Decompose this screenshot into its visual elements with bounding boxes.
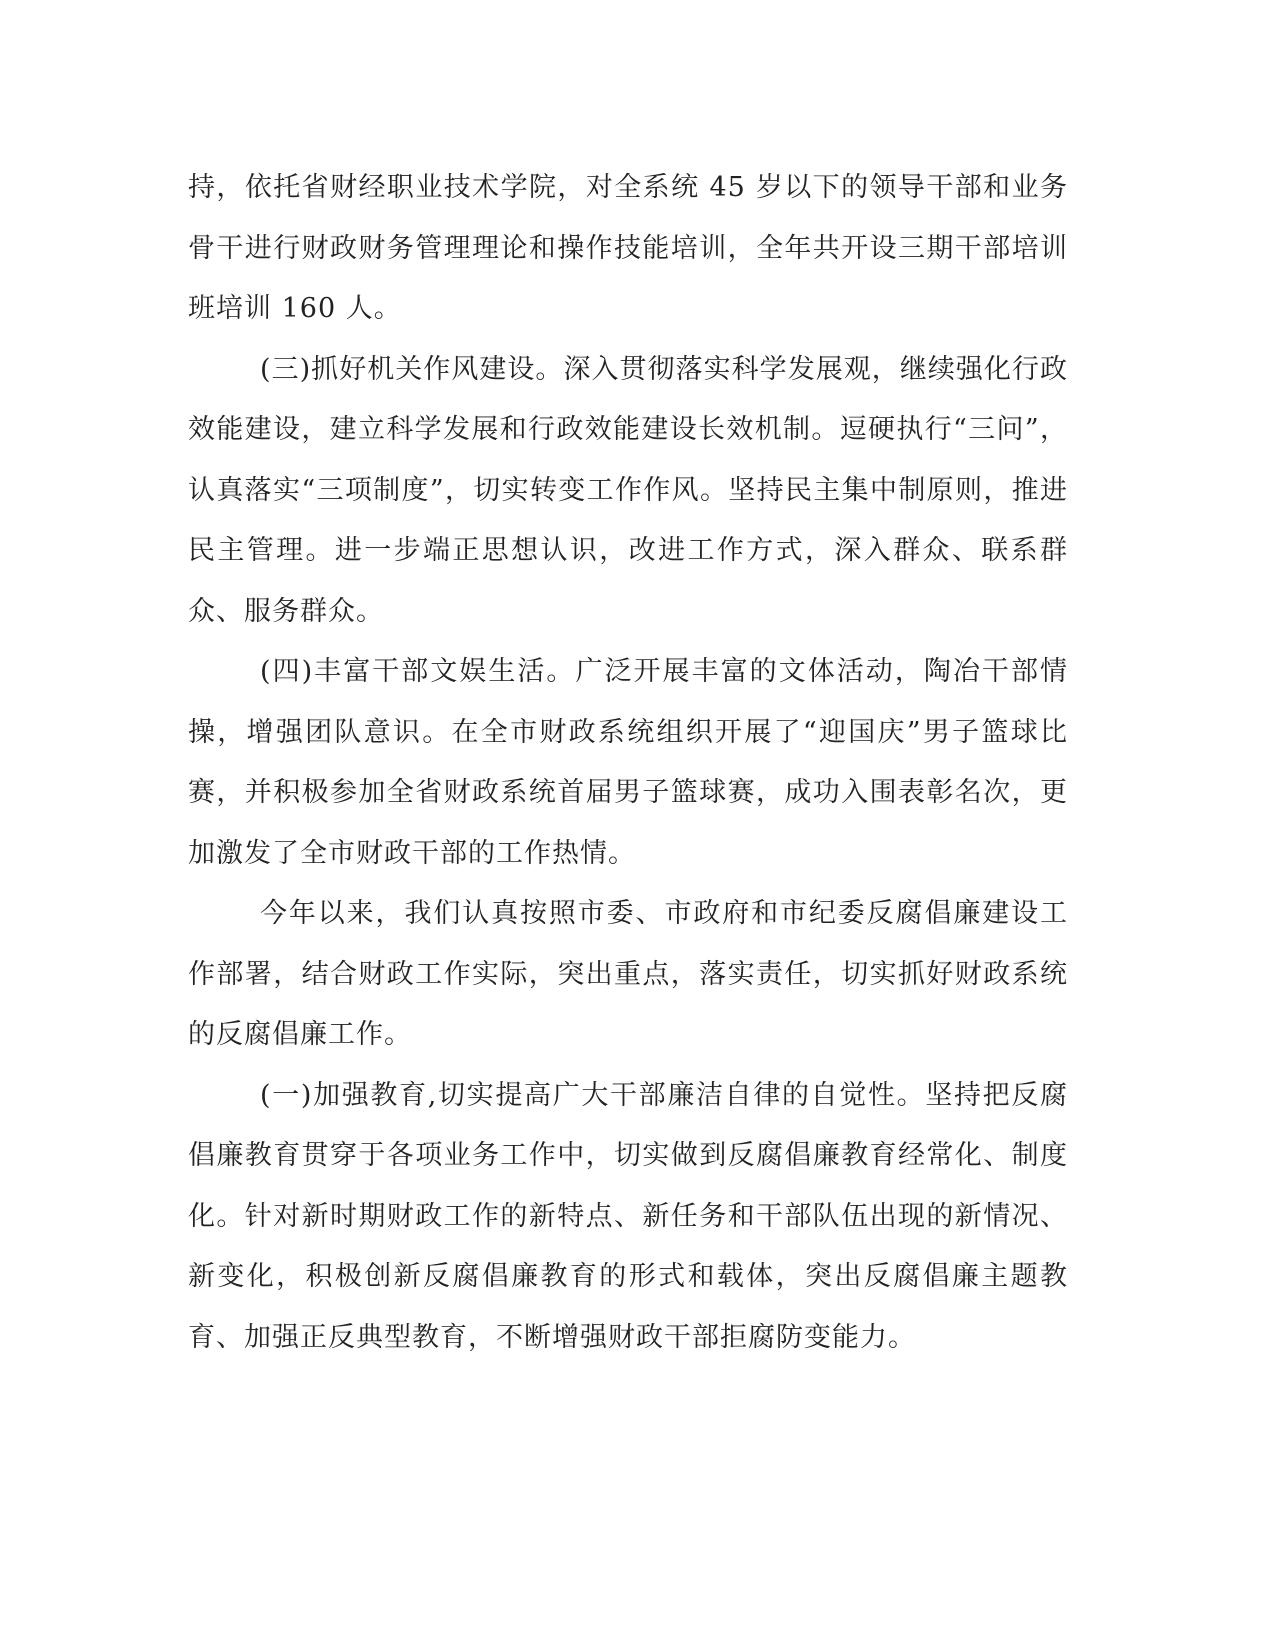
paragraph-cultural-life: (四)丰富干部文娱生活。广泛开展丰富的文体活动，陶冶干部情操，增强团队意识。在全市财政系统组织开展了“迎国庆”男子篮球比赛，并积极参加全省财政系统首届男子篮球赛，成功入围表彰名次，更加激发了全市财政干部的工作热情。	[188, 656, 1068, 869]
paragraph-training-continuation: 持，依托省财经职业技术学院，对全系统 45 岁以下的领导干部和业务骨干进行财政财务管理理论和操作技能培训，全年共开设三期干部培训班培训 160 人。	[188, 172, 1068, 324]
paragraph-education: (一)加强教育,切实提高广大干部廉洁自律的自觉性。坚持把反腐倡廉教育贯穿于各项业务工作中，切实做到反腐倡廉教育经常化、制度化。针对新时期财政工作的新特点、新任务和干部队伍出现的新情况、新变化，积极创新反腐倡廉教育的形式和载体，突出反腐倡廉主题教育、加强正反典型教育，不断增强财政干部拒腐防变能力。	[188, 1079, 1068, 1353]
paragraph-anti-corruption-intro: 今年以来，我们认真按照市委、市政府和市纪委反腐倡廉建设工作部署，结合财政工作实际，突出重点，落实责任，切实抓好财政系统的反腐倡廉工作。	[188, 898, 1068, 1050]
document-body	[188, 158, 1068, 1368]
paragraph-work-style: (三)抓好机关作风建设。深入贯彻落实科学发展观，继续强化行政效能建设，建立科学发展和行政效能建设长效机制。逗硬执行“三问”，认真落实“三项制度”，切实转变工作作风。坚持民主集中制原则，推进民主管理。进一步端正思想认识，改进工作方式，深入群众、联系群众、服务群众。	[188, 353, 1068, 627]
